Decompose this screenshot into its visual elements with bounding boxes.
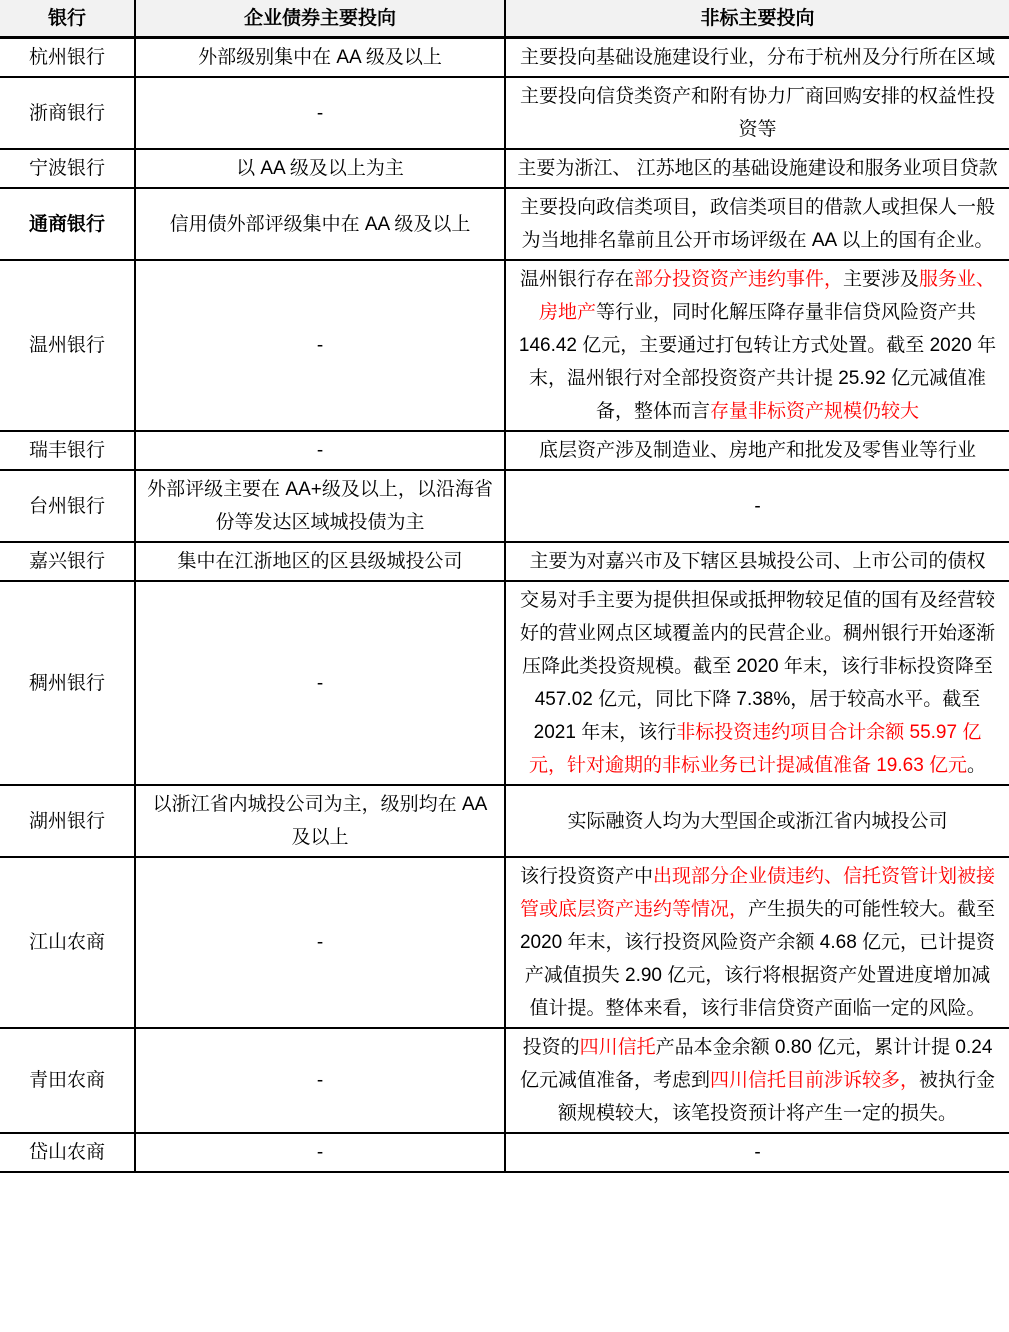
- table-row: [0, 470, 1009, 542]
- bank-name-cell: 湖州银行: [0, 785, 135, 857]
- table-row: [0, 77, 1009, 149]
- table-header-row: [0, 0, 1009, 38]
- nonstandard-investment-cell: [505, 1028, 1009, 1133]
- bond-investment-cell: [135, 470, 505, 542]
- cell-text: 主要为对嘉兴市及下辖区县城投公司、上市公司的债权: [529, 551, 986, 572]
- cell-text: 外部级别集中在 AA 级及以上: [198, 47, 442, 68]
- bank-name-cell: 瑞丰银行: [0, 431, 135, 470]
- table-row: [0, 542, 1009, 581]
- bank-name-cell: 稠州银行: [0, 581, 135, 785]
- cell-text: -: [316, 1142, 324, 1163]
- table-row: [0, 38, 1009, 78]
- cell-text: 产品本金余额 0.80 亿元，累计计提 0.24 亿元减值准备，考虑到: [519, 1037, 993, 1091]
- cell-text: 交易对手主要为提供担保或抵押物较足值的国有及经营较好的营业网点区域覆盖内的民营企业。稠州银行开始逐渐压降此类投资规模。截至 2020 年末，该行非标投资降至 457.02 亿元，同比下降 7.38%，居于较高水平。截至 2021 年末，该行: [519, 590, 995, 743]
- cell-text: 主要投向基础设施建设行业，分布于杭州及分行所在区域: [519, 47, 995, 68]
- cell-text: 以浙江省内城投公司为主，级别均在 AA 及以上: [152, 794, 488, 848]
- table-row: [0, 581, 1009, 785]
- nonstandard-investment-cell: [505, 581, 1009, 785]
- cell-text: -: [316, 440, 324, 461]
- nonstandard-investment-cell: [505, 542, 1009, 581]
- column-header-nonstandard-investment: 非标主要投向: [505, 0, 1009, 38]
- risk-highlight-text: 出现部分企业债违约、信托资管计划被接管或底层资产违约等情况，: [519, 866, 996, 920]
- nonstandard-investment-cell: [505, 188, 1009, 260]
- table-row: [0, 260, 1009, 431]
- nonstandard-investment-cell: [505, 149, 1009, 188]
- nonstandard-investment-cell: [505, 38, 1009, 78]
- cell-text: 主要投向信贷类资产和附有协力厂商回购安排的权益性投资等: [519, 86, 995, 140]
- risk-highlight-text: 四川信托: [579, 1037, 656, 1058]
- cell-text: 外部评级主要在 AA+级及以上，以沿海省份等发达区域城投债为主: [147, 479, 493, 533]
- bond-investment-cell: [135, 857, 505, 1028]
- bond-investment-cell: [135, 581, 505, 785]
- nonstandard-investment-cell: [505, 1133, 1009, 1172]
- cell-text: -: [316, 1070, 324, 1091]
- bank-name-cell: 温州银行: [0, 260, 135, 431]
- bank-name-cell: 青田农商: [0, 1028, 135, 1133]
- nonstandard-investment-cell: [505, 470, 1009, 542]
- bank-name-cell: 杭州银行: [0, 38, 135, 78]
- risk-highlight-text: 存量非标资产规模仍较大: [710, 401, 920, 422]
- cell-text: 产生损失的可能性较大。截至 2020 年末，该行投资风险资产余额 4.68 亿元，已计提资产减值损失 2.90 亿元，该行将根据资产处置进度增加减值计提。整体来看，该行非信贷资产面临一定的风险。: [519, 899, 996, 1019]
- nonstandard-investment-cell: [505, 431, 1009, 470]
- table-row: [0, 857, 1009, 1028]
- bank-name-cell: 通商银行: [0, 188, 135, 260]
- bond-investment-cell: [135, 1028, 505, 1133]
- column-header-bank: 银行: [0, 0, 135, 38]
- table-row: [0, 188, 1009, 260]
- cell-text: 集中在江浙地区的区县级城投公司: [177, 551, 463, 572]
- bond-investment-cell: [135, 77, 505, 149]
- table-row: [0, 1028, 1009, 1133]
- bond-investment-cell: [135, 188, 505, 260]
- cell-text: -: [316, 672, 324, 694]
- cell-text: 等行业，同时化解压降存量非信贷风险资产共 146.42 亿元，主要通过打包转让方式处置。截至 2020 年末，温州银行对全部投资资产共计提 25.92 亿元减值准备，整体而言: [518, 302, 997, 422]
- cell-text: 温州银行存在: [519, 269, 634, 290]
- risk-highlight-text: 四川信托目前涉诉较多，: [709, 1070, 919, 1091]
- nonstandard-investment-cell: [505, 77, 1009, 149]
- bank-name-cell: 宁波银行: [0, 149, 135, 188]
- nonstandard-investment-cell: [505, 260, 1009, 431]
- cell-text: -: [754, 495, 761, 517]
- cell-text: -: [316, 102, 324, 124]
- table-row: [0, 1133, 1009, 1172]
- bank-name-cell: 台州银行: [0, 470, 135, 542]
- nonstandard-investment-cell: [505, 785, 1009, 857]
- table-row: [0, 149, 1009, 188]
- bank-name-cell: 嘉兴银行: [0, 542, 135, 581]
- cell-text: 信用债外部评级集中在 AA 级及以上: [169, 213, 471, 235]
- table-row: [0, 785, 1009, 857]
- table-body: [0, 38, 1009, 1173]
- cell-text: 主要涉及: [843, 269, 920, 290]
- cell-text: 主要为浙江、 江苏地区的基础设施建设和服务业项目贷款: [517, 158, 998, 179]
- nonstandard-investment-cell: [505, 857, 1009, 1028]
- cell-text: 。: [967, 755, 987, 776]
- risk-highlight-text: 非标投资违约项目合计余额 55.97 亿元，针对逾期的非标业务已计提减值准备 19.63 亿元: [528, 722, 982, 776]
- bond-investment-cell: [135, 431, 505, 470]
- bank-name-cell: 岱山农商: [0, 1133, 135, 1172]
- cell-text: 被执行金额规模较大，该笔投资预计将产生一定的损失。: [557, 1070, 996, 1124]
- cell-text: 主要投向政信类项目，政信类项目的借款人或担保人一般为当地排名靠前且公开市场评级在 AA 以上的国有企业。: [519, 197, 995, 251]
- bank-name-cell: 浙商银行: [0, 77, 135, 149]
- cell-text: -: [754, 1142, 761, 1163]
- bond-investment-cell: [135, 38, 505, 78]
- cell-text: 该行投资资产中: [519, 866, 653, 887]
- bond-investment-cell: [135, 1133, 505, 1172]
- cell-text: -: [316, 932, 324, 953]
- bond-investment-cell: [135, 785, 505, 857]
- cell-text: 实际融资人均为大型国企或浙江省内城投公司: [567, 810, 948, 832]
- bond-investment-cell: [135, 542, 505, 581]
- risk-highlight-text: 部分投资资产违约事件，: [633, 269, 843, 290]
- bank-name-cell: 江山农商: [0, 857, 135, 1028]
- cell-text: 投资的: [522, 1037, 580, 1058]
- table-row: [0, 431, 1009, 470]
- bond-investment-cell: [135, 260, 505, 431]
- column-header-bond-investment: 企业债券主要投向: [135, 0, 505, 38]
- cell-text: -: [316, 335, 324, 356]
- cell-text: 以 AA 级及以上为主: [236, 158, 404, 179]
- cell-text: 底层资产涉及制造业、房地产和批发及零售业等行业: [538, 440, 976, 461]
- risk-highlight-text: 服务业、房地产: [538, 269, 996, 323]
- bond-investment-cell: [135, 149, 505, 188]
